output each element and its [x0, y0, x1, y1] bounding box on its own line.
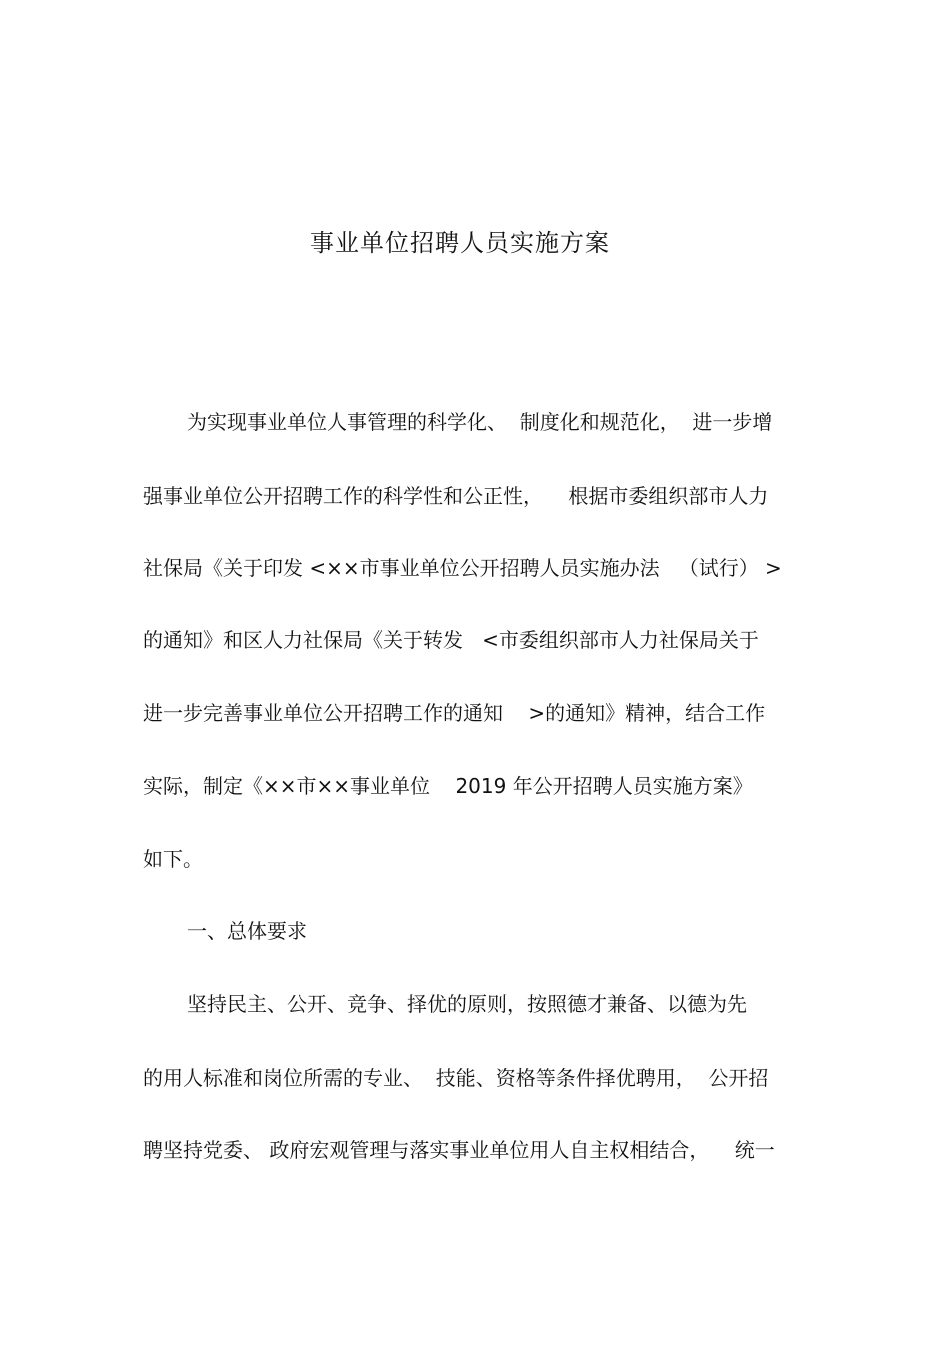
paragraph-line: 为实现事业单位人事管理的科学化、 制度化和规范化， 进一步增: [187, 410, 773, 434]
paragraph-line: 的通知》和区人力社保局《关于转发 <市委组织部市人力社保局关于: [143, 628, 759, 652]
section-heading: 一、总体要求: [187, 919, 307, 943]
paragraph-line: 社保局《关于印发 <××市事业单位公开招聘人员实施办法 （试行） >: [143, 556, 782, 580]
paragraph-line: 如下。: [143, 847, 203, 871]
paragraph-line: 的用人标准和岗位所需的专业、 技能、资格等条件择优聘用， 公开招: [143, 1066, 769, 1090]
paragraph-line: 坚持民主、公开、竞争、择优的原则，按照德才兼备、以德为先: [187, 992, 747, 1016]
paragraph-line: 进一步完善事业单位公开招聘工作的通知 >的通知》精神，结合工作: [143, 701, 766, 725]
paragraph-line: 实际，制定《××市××事业单位 2019 年公开招聘人员实施方案》: [143, 774, 753, 798]
paragraph-line: 强事业单位公开招聘工作的科学性和公正性， 根据市委组织部市人力: [143, 484, 769, 508]
paragraph-line: 聘坚持党委、 政府宏观管理与落实事业单位用人自主权相结合， 统一: [143, 1138, 775, 1162]
document-title: 事业单位招聘人员实施方案: [310, 229, 610, 257]
